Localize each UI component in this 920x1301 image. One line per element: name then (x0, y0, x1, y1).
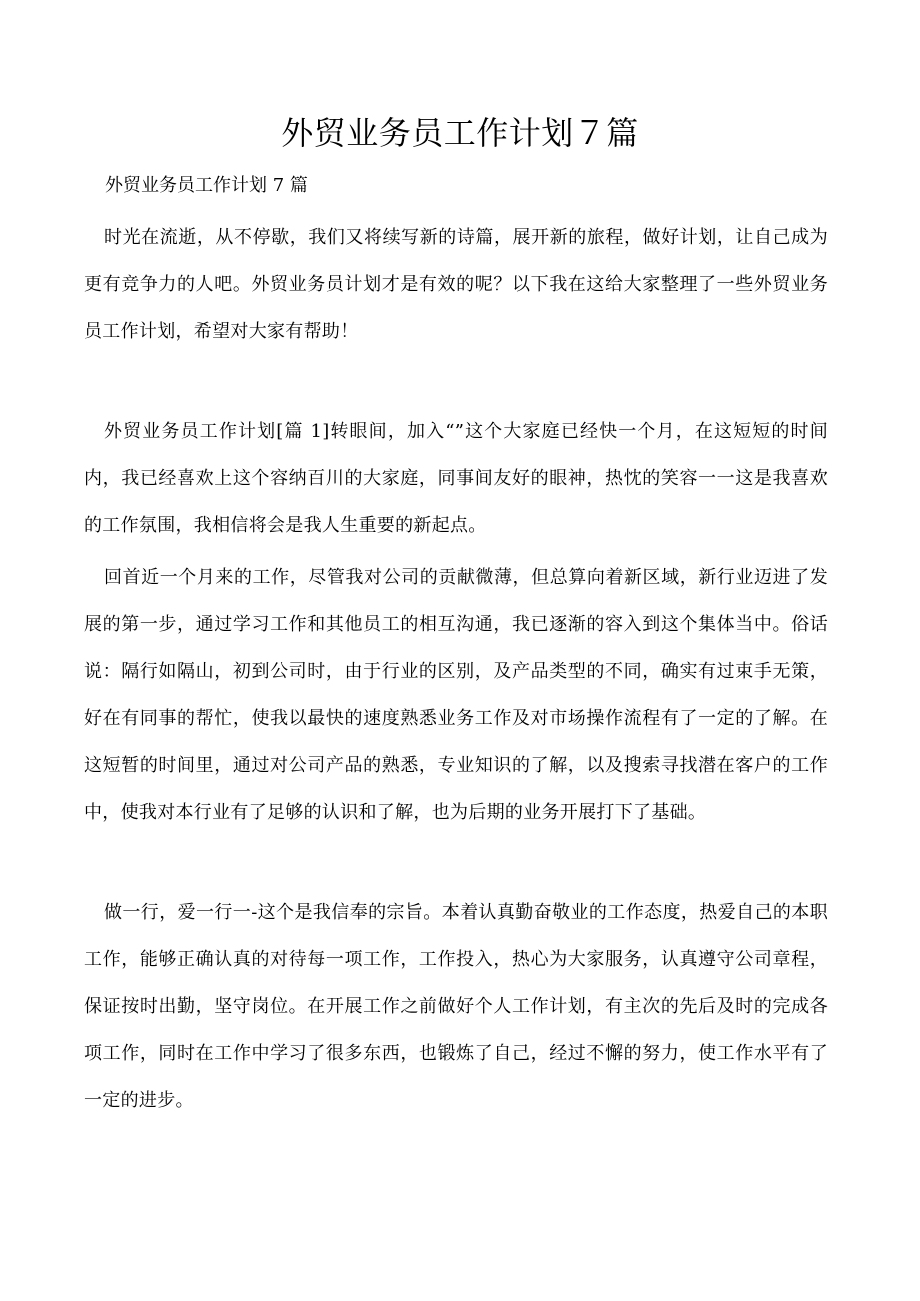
document-title: 外贸业务员工作计划７篇 (281, 114, 639, 152)
paragraph-work-attitude: 做一行，爱一行一-这个是我信奉的宗旨。本着认真勤奋敬业的工作态度，热爱自己的本职工作，能够正确认真的对待每一项工作，工作投入，热心为大家服务，认真遵守公司章程，保证按时出勤，坚守岗位。在开展工作之前做好个人工作计划，有主次的先后及时的完成各项工作，同时在工作中学习了很多东西，也锻炼了自己，经过不懈的努力，使工作水平有了一定的进步。 (84, 902, 828, 1111)
intro-paragraph: 时光在流逝，从不停歇，我们又将续写新的诗篇，展开新的旅程，做好计划，让自己成为更有竞争力的人吧。外贸业务员计划才是有效的呢？以下我在这给大家整理了一些外贸业务员工作计划，希望对大家有帮助！ (84, 227, 828, 342)
paragraph-review: 回首近一个月来的工作，尽管我对公司的贡献微薄，但总算向着新区域，新行业迈进了发展的第一步，通过学习工作和其他员工的相互沟通，我已逐渐的容入到这个集体当中。俗话说：隔行如隔山，初到公司时，由于行业的区别，及产品类型的不同，确实有过束手无策，好在有同事的帮忙，使我以最快的速度熟悉业务工作及对市场操作流程有了一定的了解。在这短暂的时间里，通过对公司产品的熟悉，专业知识的了解，以及搜索寻找潜在客户的工作中，使我对本行业有了足够的认识和了解，也为后期的业务开展打下了基础。 (84, 567, 828, 823)
paragraph-plan-1-opening: 外贸业务员工作计划[篇 1]转眼间，加入“”这个大家庭已经快一个月，在这短短的时间内，我已经喜欢上这个容纳百川的大家庭，同事间友好的眼神，热忱的笑容一一这是我喜欢的工作氛围，我相信将会是我人生重要的新起点。 (84, 421, 828, 536)
document-subtitle: 外贸业务员工作计划 7 篇 (105, 175, 308, 196)
